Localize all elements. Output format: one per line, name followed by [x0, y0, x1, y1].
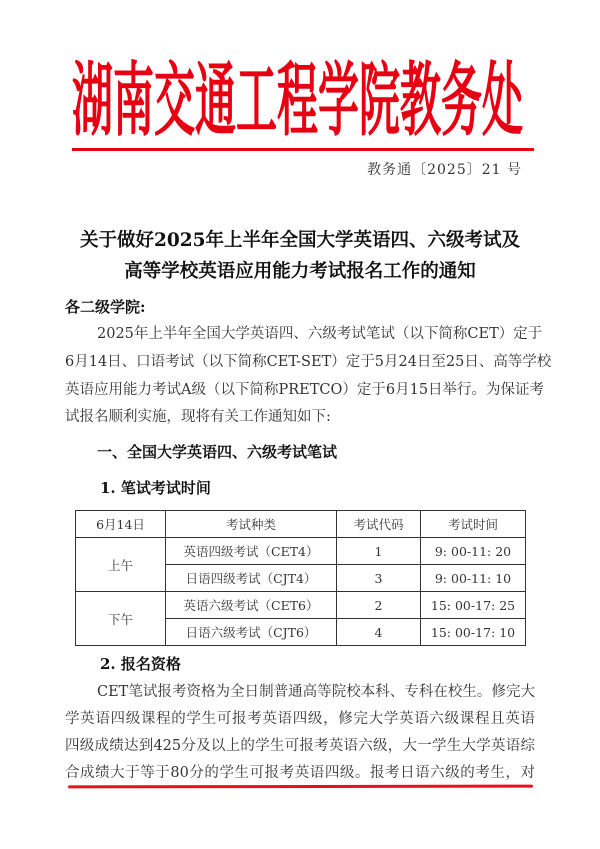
salutation: 各二级学院: [65, 298, 146, 316]
header-cell: 考试代码 [337, 511, 421, 538]
document-number: 教务通〔2025〕21 号 [367, 162, 522, 178]
header-cell: 考试种类 [166, 511, 337, 538]
subheading-exam-time: 1. 笔试考试时间 [100, 479, 211, 497]
exam-code-cell: 4 [337, 619, 421, 646]
title-line-1: 关于做好2025年上半年全国大学英语四、六级考试及 [80, 230, 520, 251]
intro-line: 2025年上半年全国大学英语四、六级考试笔试（以下简称CET）定于 [97, 326, 543, 342]
masthead-text: 湖南交通工程学院教务处 [72, 58, 523, 144]
subheading-eligibility: 2. 报名资格 [100, 655, 181, 673]
eligibility-line: 合成绩大于等于80分的学生可报考英语四级。报考日语六级的考生，对 [65, 765, 535, 781]
header-cell: 考试时间 [421, 511, 526, 538]
exam-time-cell: 15: 00-17: 10 [421, 619, 526, 646]
table-row [76, 592, 526, 619]
red-annotation-underline [68, 785, 533, 789]
exam-time-cell: 9: 00-11: 20 [421, 538, 526, 565]
exam-time-cell: 15: 00-17: 25 [421, 592, 526, 619]
table-row [76, 538, 526, 565]
period-cell: 上午 [76, 538, 166, 592]
section-heading-1: 一、全国大学英语四、六级考试笔试 [97, 443, 338, 461]
intro-line: 6月14日、口语考试（以下简称CET-SET）定于5月24日至25日、高等学校 [65, 354, 552, 370]
eligibility-line: 学英语四级课程的学生可报考英语四级，修完大学英语六级课程且英语 [65, 711, 535, 727]
exam-type-cell: 日语四级考试（CJT4） [166, 565, 337, 592]
intro-line: 英语应用能力考试A级（以下简称PRETCO）定于6月15日举行。为保证考 [65, 382, 545, 398]
exam-code-cell: 3 [337, 565, 421, 592]
period-cell: 下午 [76, 592, 166, 646]
masthead-divider [72, 148, 534, 151]
header-cell: 6月14日 [76, 511, 166, 538]
exam-type-cell: 日语六级考试（CJT6） [166, 619, 337, 646]
exam-type-cell: 英语六级考试（CET6） [166, 592, 337, 619]
exam-schedule-table [75, 510, 526, 646]
title-line-2: 高等学校英语应用能力考试报名工作的通知 [124, 261, 476, 282]
table-header-row [76, 511, 526, 538]
masthead [72, 58, 534, 144]
exam-code-cell: 1 [337, 538, 421, 565]
exam-code-cell: 2 [337, 592, 421, 619]
intro-line: 试报名顺利实施，现将有关工作通知如下: [65, 409, 331, 425]
exam-time-cell: 9: 00-11: 10 [421, 565, 526, 592]
exam-type-cell: 英语四级考试（CET4） [166, 538, 337, 565]
eligibility-line: 四级成绩达到425分及以上的学生可报考英语六级，大一学生大学英语综 [65, 738, 535, 754]
eligibility-line: CET笔试报考资格为全日制普通高等院校本科、专科在校生。修完大 [97, 684, 535, 700]
